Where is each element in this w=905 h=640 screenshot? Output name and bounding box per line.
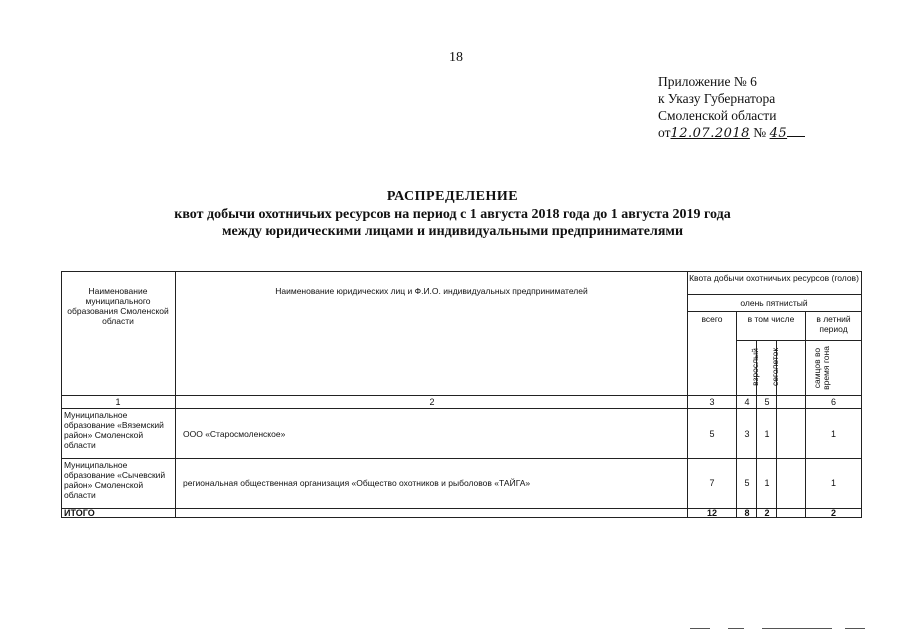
table-row-1-yearling: 1 bbox=[764, 429, 770, 439]
header-total: всего bbox=[701, 314, 723, 324]
document-title: РАСПРЕДЕЛЕНИЕ bbox=[386, 189, 519, 204]
table-row-2-organization: региональная общественная организация «Общество охотников и рыболовов «ТАЙГА» bbox=[183, 478, 531, 488]
total-row-yearling: 2 bbox=[764, 508, 770, 518]
scan-artifact bbox=[728, 628, 744, 629]
total-row-adult: 8 bbox=[744, 508, 750, 518]
column-number-4: 4 bbox=[744, 397, 750, 407]
column-number-2: 2 bbox=[429, 397, 435, 407]
date-prefix: от bbox=[658, 125, 671, 140]
table-row-1-summer: 1 bbox=[830, 429, 836, 439]
table-row-2-municipality: Муниципальное образование «Сычевский район» Смоленской области bbox=[64, 460, 166, 500]
table-row-1-municipality: Муниципальное образование «Вяземский район» Смоленской области bbox=[64, 410, 164, 450]
column-number-1: 1 bbox=[115, 397, 121, 407]
table-row-2-yearling: 1 bbox=[764, 478, 770, 488]
total-row-label: ИТОГО bbox=[64, 508, 95, 518]
table-row-2-total: 7 bbox=[709, 478, 715, 488]
document-subtitle-2: между юридическими лицами и индивидуальными предпринимателями bbox=[221, 224, 684, 239]
number-prefix: № bbox=[753, 125, 767, 140]
scan-artifact bbox=[762, 628, 832, 629]
table-row-2-adult: 5 bbox=[744, 478, 750, 488]
column-number-5: 5 bbox=[764, 397, 770, 407]
table-row-1-total: 5 bbox=[709, 429, 715, 439]
scan-artifact bbox=[845, 628, 865, 629]
table-row-2-summer: 1 bbox=[830, 478, 836, 488]
document-subtitle-1: квот добычи охотничьих ресурсов на период с 1 августа 2018 года до 1 августа 2019 года bbox=[174, 207, 731, 222]
header-species: олень пятнистый bbox=[740, 298, 808, 308]
header-adult: взрослый bbox=[750, 348, 760, 386]
appendix-line-3: Смоленской области bbox=[658, 108, 777, 123]
appendix-line-2: к Указу Губернатора bbox=[658, 91, 776, 106]
appendix-date-line bbox=[658, 124, 805, 142]
table-row-1-organization: ООО «Старосмоленское» bbox=[183, 429, 286, 439]
column-number-6: 6 bbox=[830, 397, 836, 407]
table-row-1-adult: 3 bbox=[744, 429, 750, 439]
header-quota: Квота добычи охотничьих ресурсов (голов) bbox=[689, 273, 859, 283]
header-including: в том числе bbox=[747, 314, 795, 324]
header-organization: Наименование юридических лиц и Ф.И.О. индивидуальных предпринимателей bbox=[275, 286, 588, 296]
page-number: 18 bbox=[449, 50, 463, 65]
total-row-total: 12 bbox=[706, 508, 717, 518]
header-summer: в летний период bbox=[816, 314, 851, 334]
total-row-summer: 2 bbox=[830, 508, 836, 518]
appendix-block bbox=[658, 73, 805, 142]
handwritten-date: 12.07.2018 bbox=[670, 126, 750, 141]
handwritten-number: 45 bbox=[769, 126, 788, 141]
header-rut-males: самцов во время гона bbox=[812, 346, 831, 390]
scan-artifact bbox=[690, 628, 710, 629]
column-number-3: 3 bbox=[709, 397, 715, 407]
appendix-line-1: Приложение № 6 bbox=[658, 74, 757, 89]
header-yearling: сеголеток bbox=[770, 347, 780, 387]
header-municipality: Наименование муниципального образования Смоленской области bbox=[67, 286, 169, 326]
